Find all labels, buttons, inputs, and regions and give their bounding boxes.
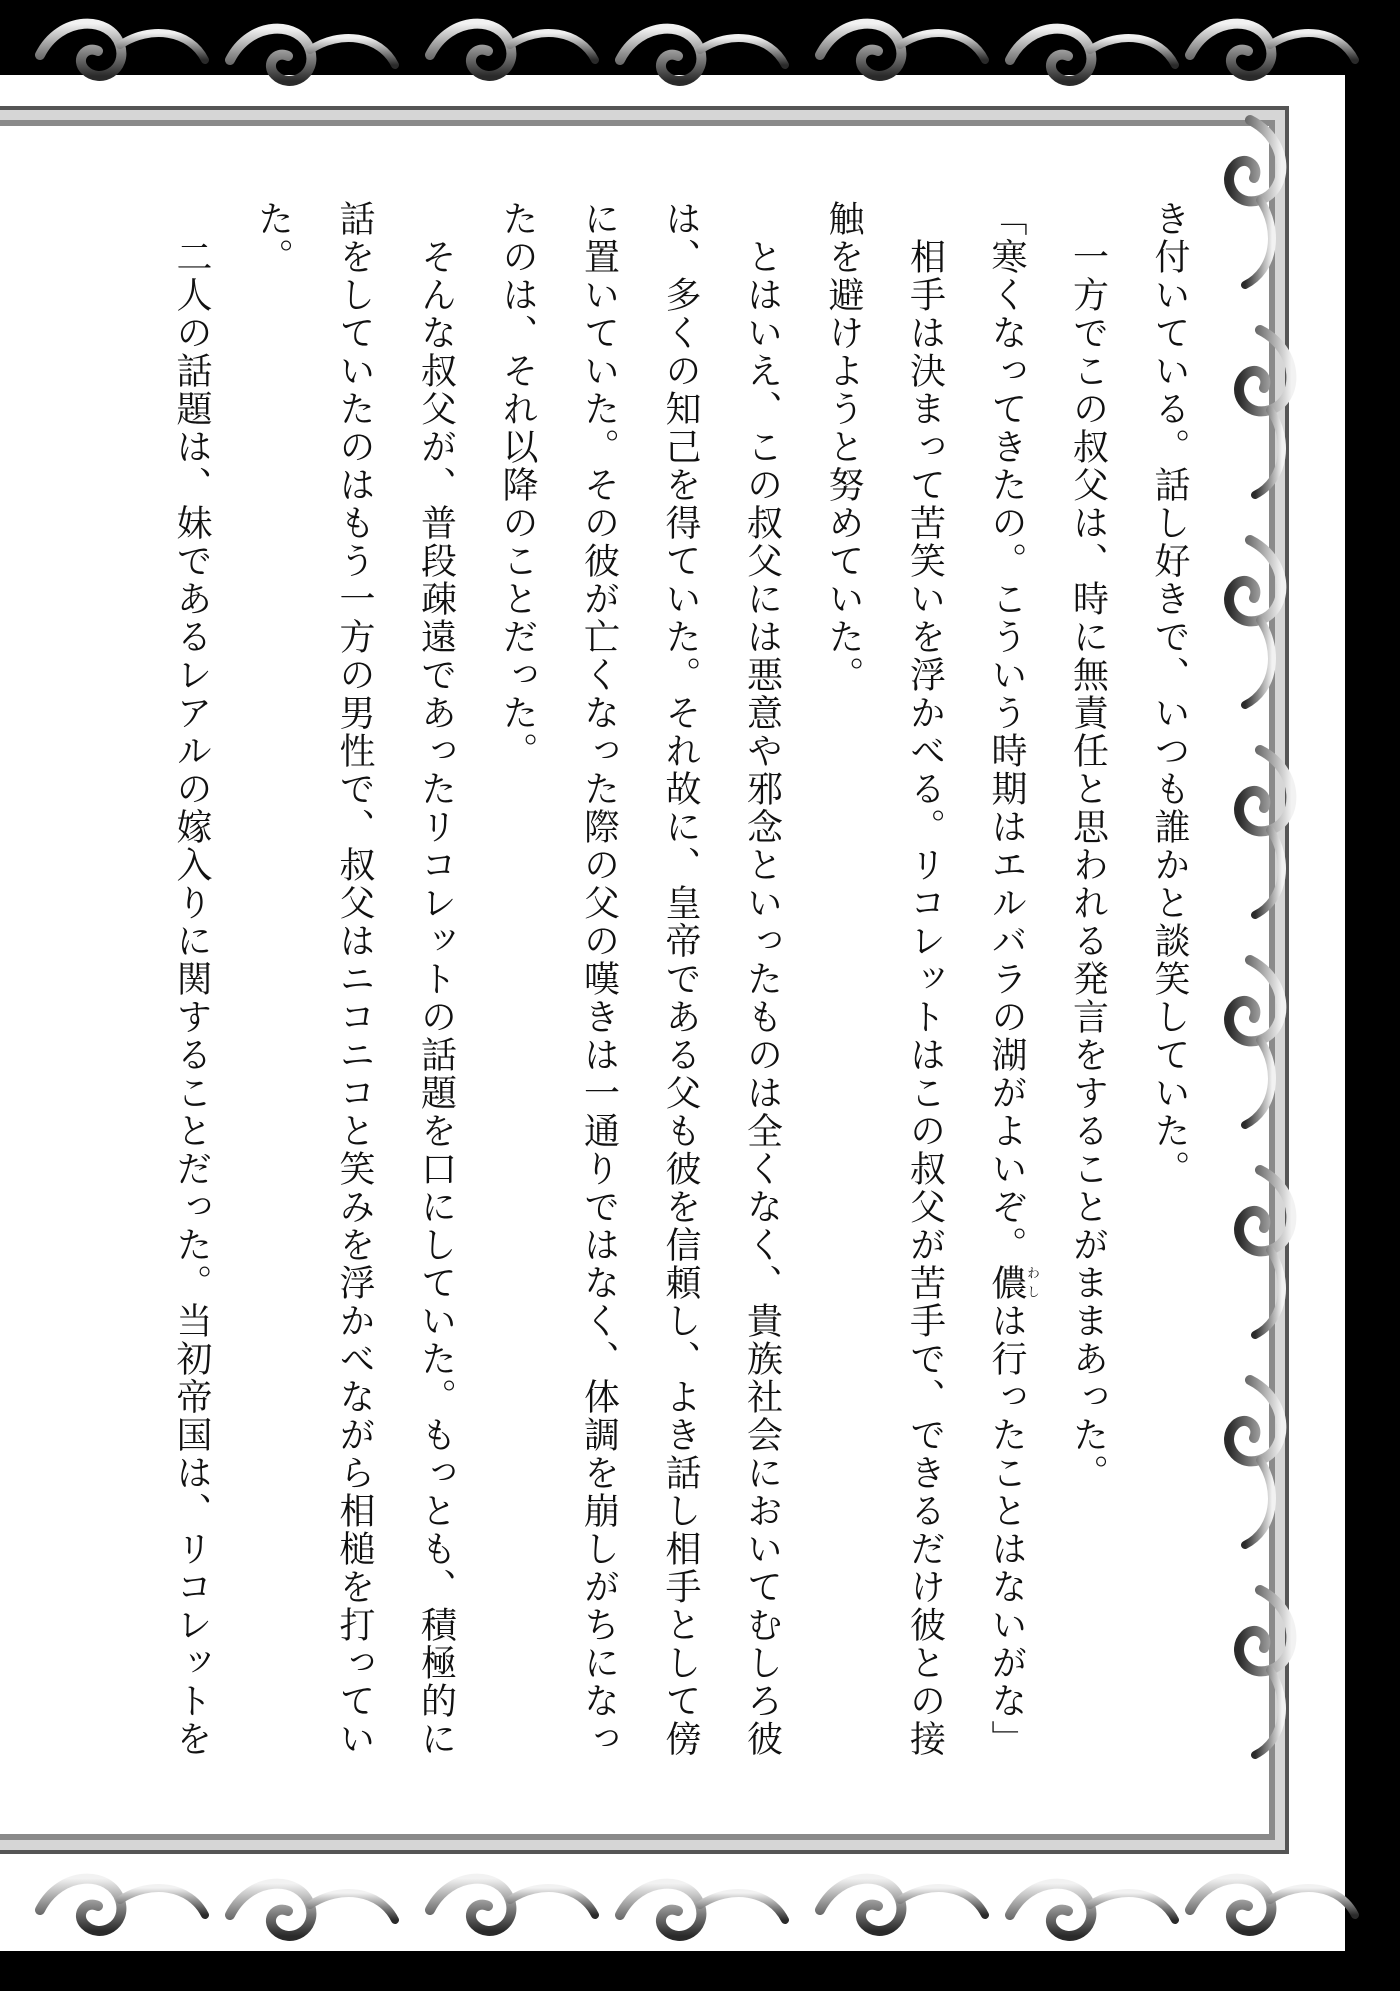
right-border-band <box>1345 0 1400 1991</box>
top-border-band <box>0 0 1400 75</box>
paragraph: とはいえ、この叔父には悪意や邪念といったものは全くなく、貴族社会においてむしろ彼は、多くの知己を得ていた。それ故に、皇帝である父も彼を信頼し、よき話し相手として傍に置いていた。その彼が亡くなった際の父の嘆きは一通りではなく、体調を崩しがちになったのは、それ以降のことだった。 <box>497 200 783 1758</box>
bottom-border-band <box>0 1951 1400 1991</box>
bottom-ornament <box>40 1879 1355 1936</box>
paragraph: 二人の話題は、妹であるレアルの嫁入りに関することだった。当初帝国は、リコレットを <box>171 200 212 1758</box>
dialogue-text-end: は行ったことはないがな」 <box>986 1302 1027 1758</box>
ruby-word <box>986 1264 1039 1302</box>
paragraph: そんな叔父が、普段疎遠であったリコレットの話題を口にしていた。もっとも、積極的に話をしていたのはもう一方の男性で、叔父はニコニコと笑みを浮かべながら相槌を打っていた。 <box>252 200 457 1758</box>
vertical-text-body <box>150 200 1210 1780</box>
paragraph: き付いている。話し好きで、いつも誰かと談笑していた。 <box>1149 200 1190 1188</box>
ruby-base: 儂 <box>986 1264 1027 1302</box>
ruby-reading: わし <box>1024 1264 1039 1302</box>
dialogue-text: 「寒くなってきたの。こういう時期はエルバラの湖がよいぞ。 <box>986 200 1027 1264</box>
dialogue-paragraph <box>966 200 1048 1780</box>
paragraph: 一方でこの叔父は、時に無責任と思われる発言をすることがままあった。 <box>1067 200 1109 1492</box>
paragraph: 相手は決まって苦笑いを浮かべる。リコレットはこの叔父が苦手で、できるだけ彼との接触を避けようと努めていた。 <box>823 200 946 1758</box>
